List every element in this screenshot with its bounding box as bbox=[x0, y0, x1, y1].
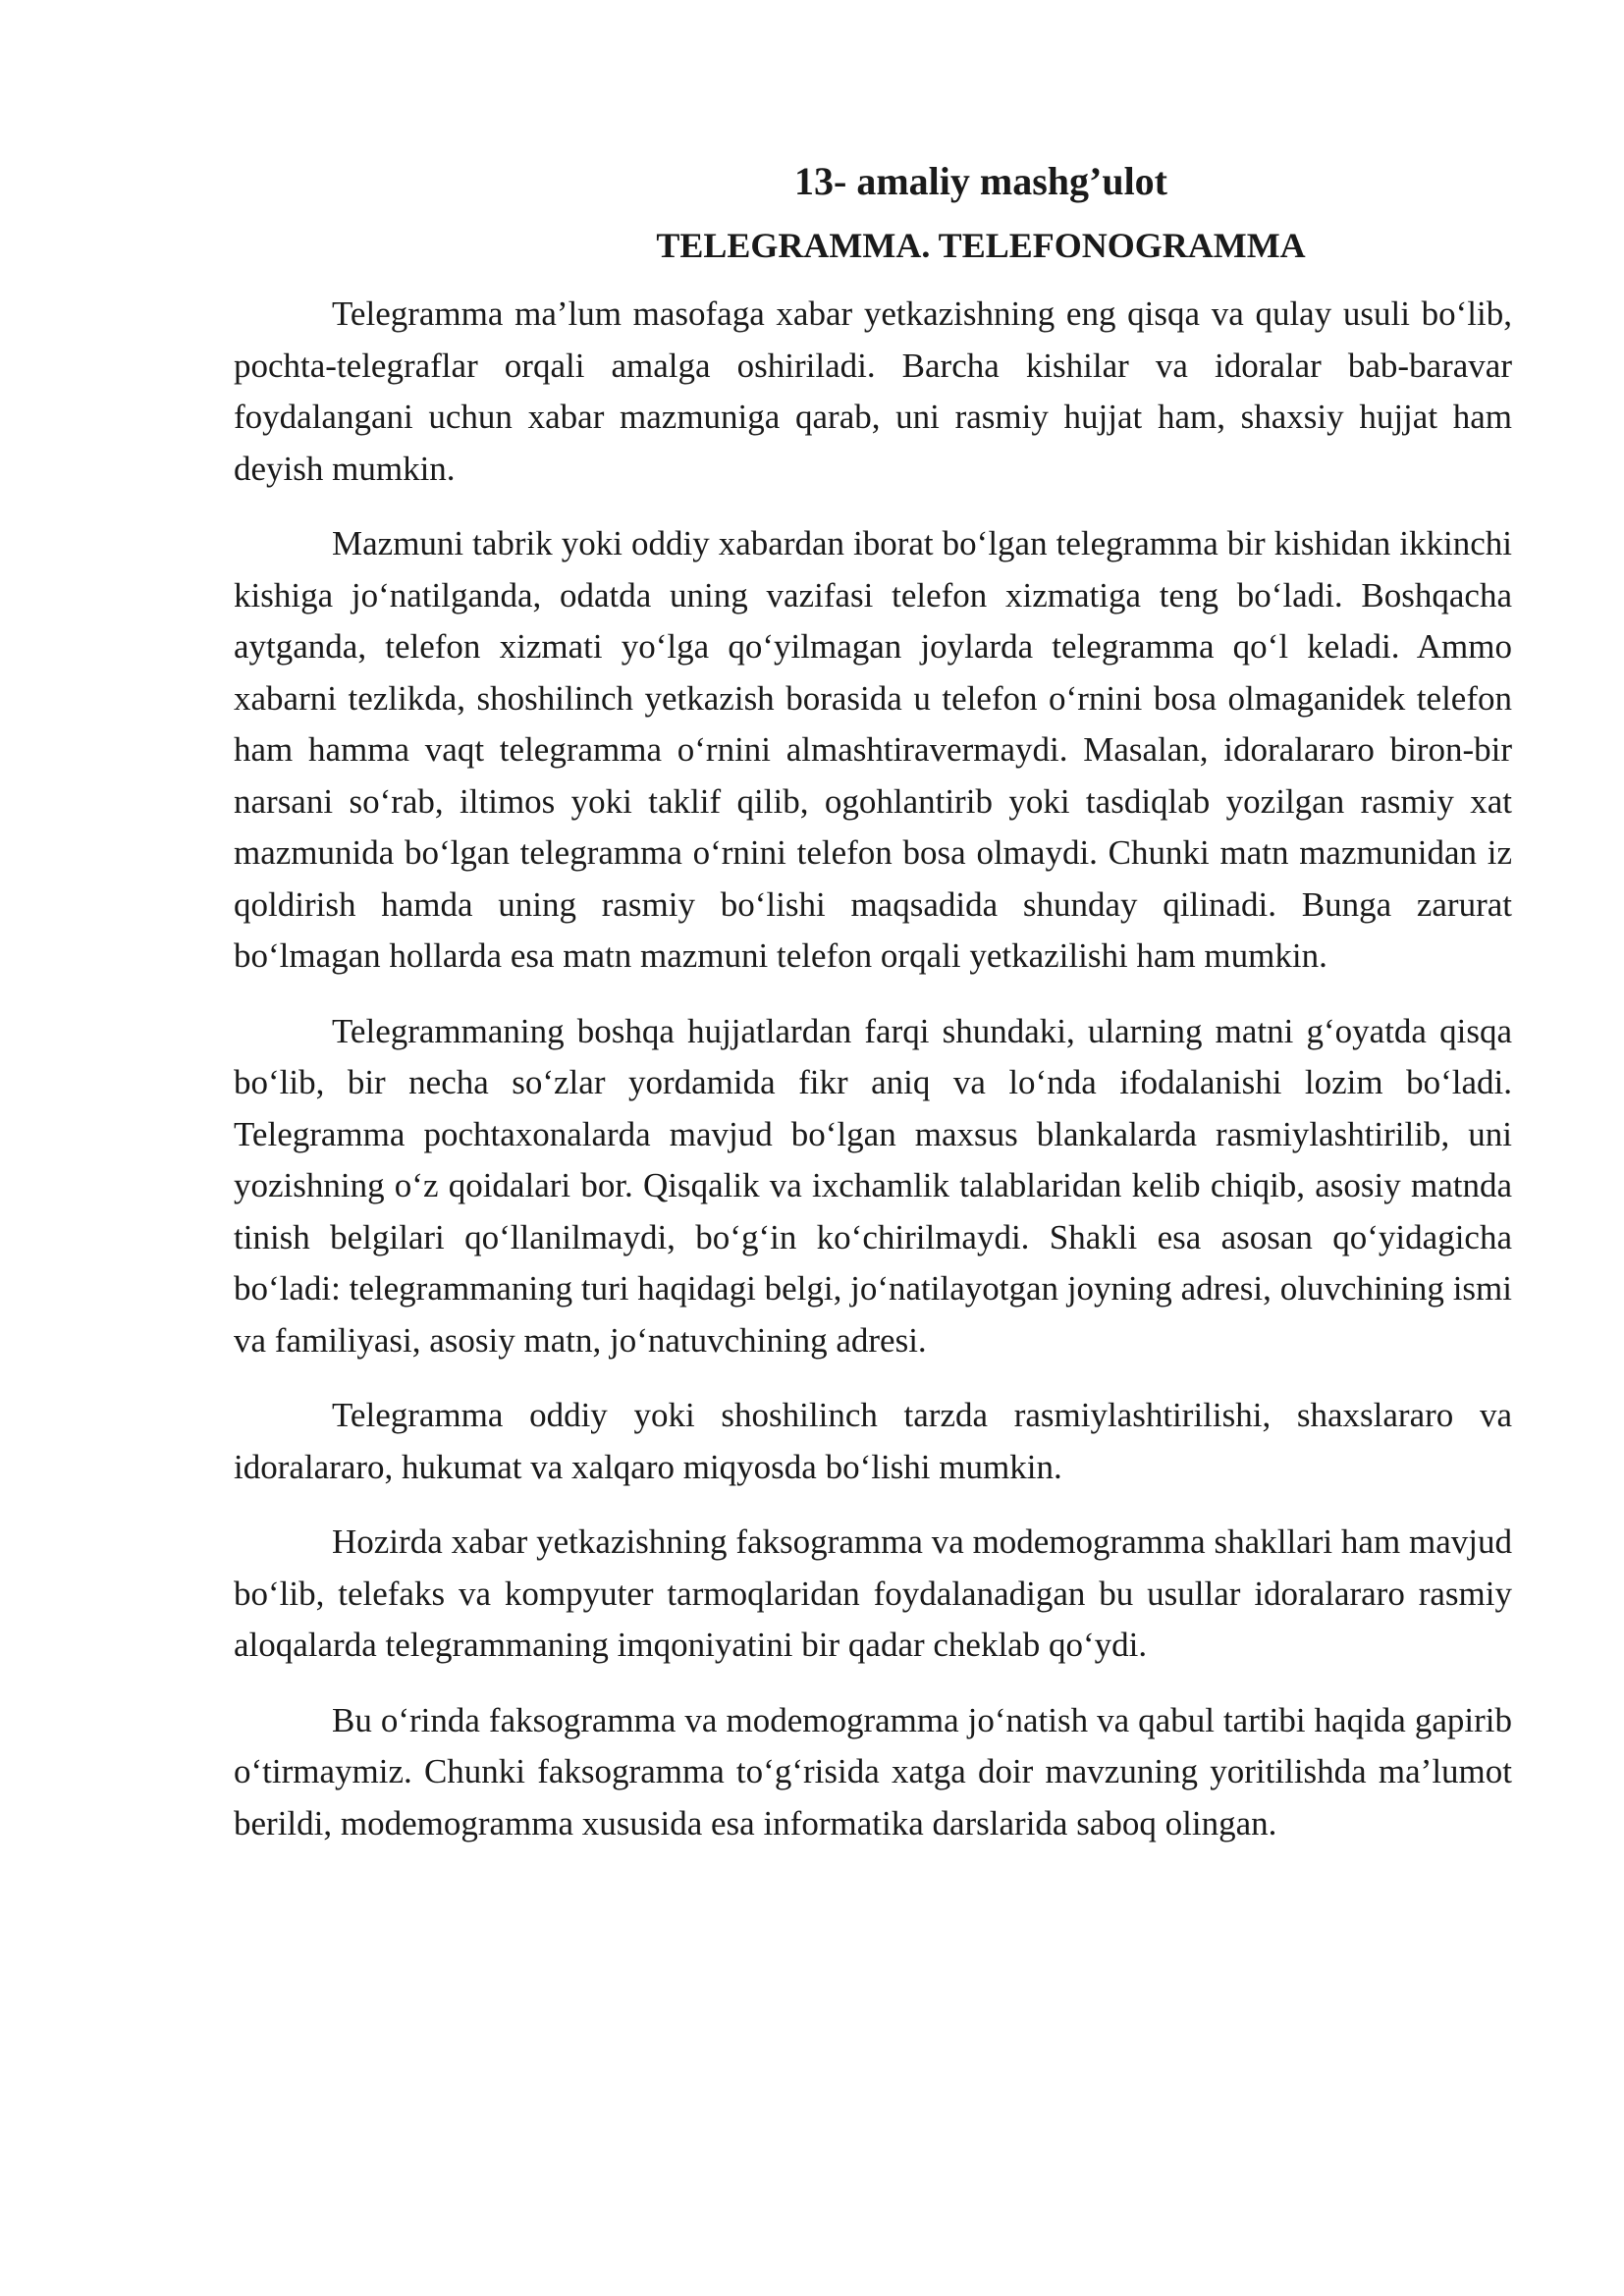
document-page bbox=[234, 147, 1512, 1873]
page-subtitle: TELEGRAMMA. TELEFONOGRAMMA bbox=[656, 226, 1306, 265]
paragraph-5: Hozirda xabar yetkazishning faksogramma va modemogramma shakllari ham mavjud bo‘lib, telefaks va kompyuter tarmoqlaridan foydalanadigan bu usullar idoralararo rasmiy aloqalarda telegrammaning imqoniyatini bir qadar cheklab qo‘ydi. bbox=[234, 1522, 1512, 1664]
paragraph-2: Mazmuni tabrik yoki oddiy xabardan iborat bo‘lgan telegramma bir kishidan ikkinchi kishiga jo‘natilganda, odatda uning vazifasi telefon xizmatiga teng bo‘ladi. Boshqacha aytganda, telefon xizmati yo‘lga qo‘yilmagan joylarda telegramma qo‘l keladi. Ammo xabarni tezlikda, shoshilinch yetkazish borasida u telefon o‘rnini bosa olmaganidek telefon ham hamma vaqt telegramma o‘rnini almashtiravermaydi. Masalan, idoralararo biron-bir narsani so‘rab, iltimos yoki taklif qilib, ogohlantirib yoki tasdiqlab yozilgan rasmiy xat mazmunida bo‘lgan telegramma o‘rnini telefon bosa olmaydi. Chunki matn mazmunidan iz qoldirish hamda uning rasmiy bo‘lishi maqsadida shunday qilinadi. Bunga zarurat bo‘lmagan hollarda esa matn mazmuni telefon orqali yetkazilishi ham mumkin. bbox=[234, 524, 1512, 975]
page-title: 13- amaliy mashg’ulot bbox=[794, 159, 1167, 203]
paragraph-4: Telegramma oddiy yoki shoshilinch tarzda rasmiylashtirilishi, shaxslararo va idoralararo, hukumat va xalqaro miqyosda bo‘lishi mumkin. bbox=[234, 1396, 1512, 1486]
paragraph-6: Bu o‘rinda faksogramma va modemogramma jo‘natish va qabul tartibi haqida gapirib o‘tirmaymiz. Chunki faksogramma to‘g‘risida xatga doir mavzuning yoritilishda ma’lumot berildi, modemogramma xususida esa informatika darslarida saboq olingan. bbox=[234, 1700, 1512, 1842]
paragraph-3: Telegrammaning boshqa hujjatlardan farqi shundaki, ularning matni g‘oyatda qisqa bo‘lib, bir necha so‘zlar yordamida fikr aniq va lo‘nda ifodalanishi lozim bo‘ladi. Telegramma pochtaxonalarda mavjud bo‘lgan maxsus blankalarda rasmiylashtirilib, uni yozishning o‘z qoidalari bor. Qisqalik va ixchamlik talablaridan kelib chiqib, asosiy matnda tinish belgilari qo‘llanilmaydi, bo‘g‘in ko‘chirilmaydi. Shakli esa asosan qo‘yidagicha bo‘ladi: telegrammaning turi haqidagi belgi, jo‘natilayotgan joyning adresi, oluvchining ismi va familiyasi, asosiy matn, jo‘natuvchining adresi. bbox=[234, 1011, 1512, 1360]
paragraph-1: Telegramma ma’lum masofaga xabar yetkazishning eng qisqa va qulay usuli bo‘lib, pochta-telegraflar orqali amalga oshiriladi. Barcha kishilar va idoralar bab-baravar foydalangani uchun xabar mazmuniga qarab, uni rasmiy hujjat ham, shaxsiy hujjat ham deyish mumkin. bbox=[234, 294, 1512, 488]
